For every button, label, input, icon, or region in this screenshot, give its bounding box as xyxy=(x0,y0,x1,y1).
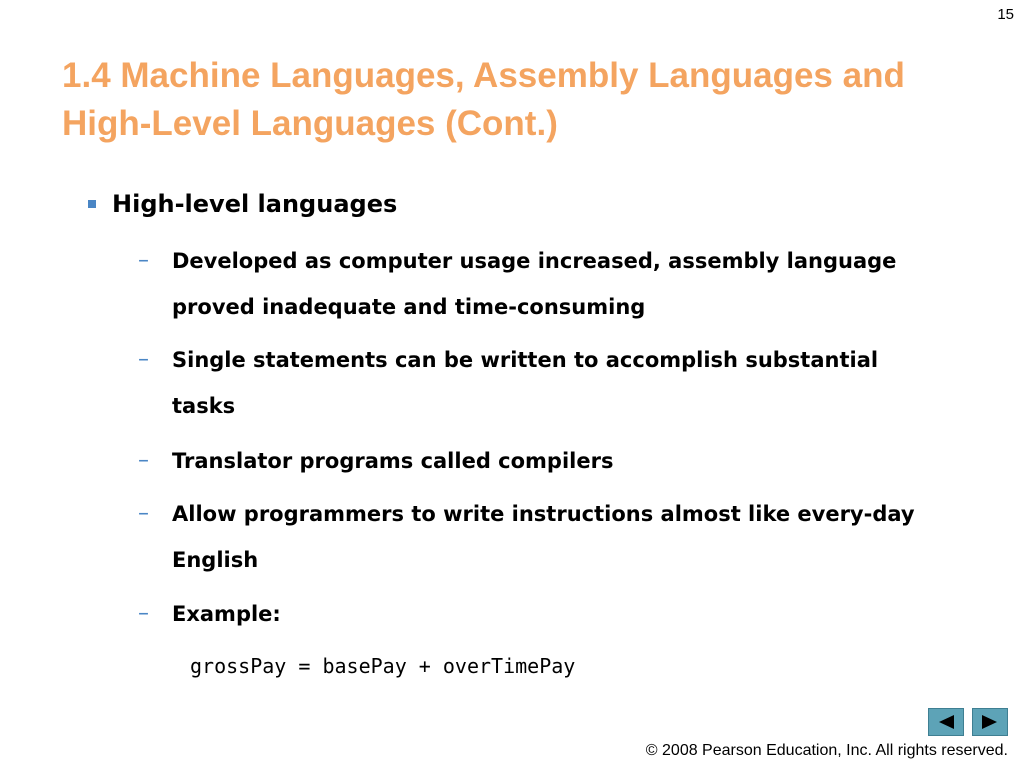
sub-bullet-allow-programmers xyxy=(138,491,942,583)
dash-bullet-icon: – xyxy=(138,248,149,273)
dash-bullet-icon: – xyxy=(138,501,149,526)
page-number: 15 xyxy=(997,6,1014,23)
triangle-left-icon xyxy=(936,713,956,731)
slide-title: 1.4 Machine Languages, Assembly Languages and High-Level Languages (Cont.) xyxy=(62,56,905,143)
bullet-high-level-languages xyxy=(88,186,397,222)
copyright-footer: © 2008 Pearson Education, Inc. All rights reserved. xyxy=(645,742,1008,759)
dash-bullet-icon: – xyxy=(138,448,149,473)
square-bullet-icon xyxy=(88,200,96,208)
sub-bullet-text: Example: xyxy=(172,602,281,626)
sub-bullet-developed xyxy=(138,238,942,330)
dash-bullet-icon: – xyxy=(138,601,149,626)
sub-bullet-text: Developed as computer usage increased, assembly language proved inadequate and time-consuming xyxy=(172,249,897,319)
code-example: grossPay = basePay + overTimePay xyxy=(190,654,576,678)
sub-bullet-text: Single statements can be written to accomplish substantial tasks xyxy=(172,348,879,418)
triangle-right-icon xyxy=(980,713,1000,731)
dash-bullet-icon: – xyxy=(138,347,149,372)
sub-bullet-text: Translator programs called compilers xyxy=(172,449,614,473)
sub-bullet-text: Allow programmers to write instructions almost like every-day English xyxy=(172,502,915,572)
sub-bullet-single-statements xyxy=(138,337,942,429)
previous-slide-button[interactable] xyxy=(928,708,964,736)
bullet-label: High-level languages xyxy=(112,190,398,218)
sub-bullet-example xyxy=(138,591,942,637)
slide-navigation xyxy=(928,708,1008,736)
sub-bullet-translator-programs xyxy=(138,438,942,484)
next-slide-button[interactable] xyxy=(972,708,1008,736)
